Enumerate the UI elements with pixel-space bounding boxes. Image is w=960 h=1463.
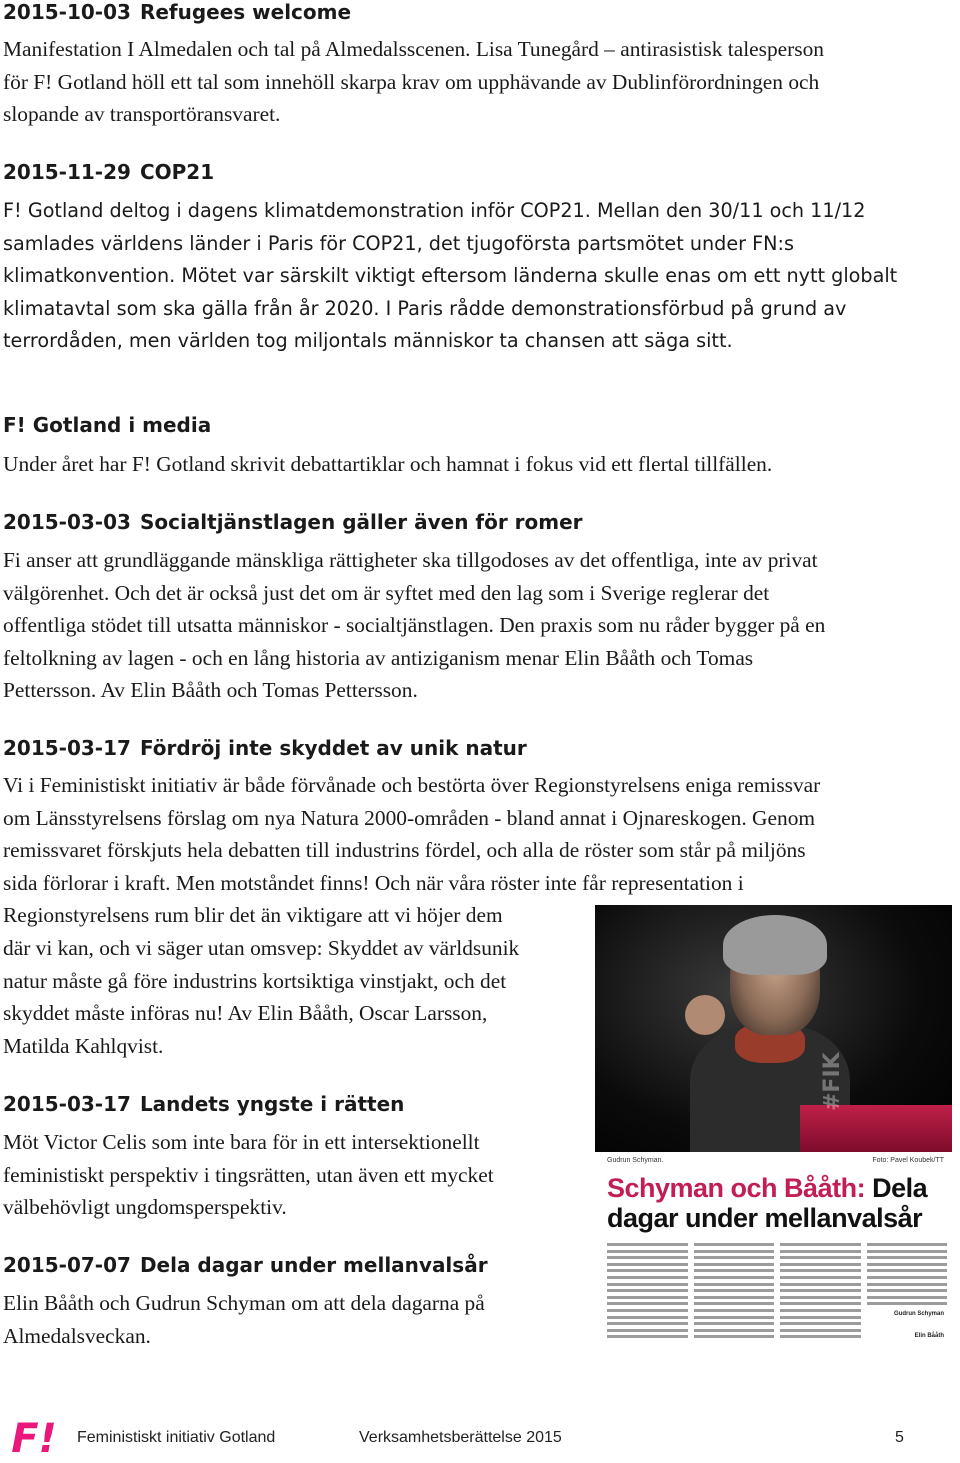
section-heading-cop21 — [3, 160, 214, 184]
text-line: Under året har F! Gotland skrivit debattartiklar och hamnat i fokus vid ett flertal tillfällen. — [3, 452, 773, 476]
text-line: offentliga stödet till utsatta människor - socialtjänstlagen. Den praxis som nu råder bygger på en — [3, 613, 826, 638]
photo-figure-hair — [723, 915, 827, 975]
text-line: för F! Gotland höll ett tal som innehöll skarpa krav om upphävande av Dublinförordningen och — [3, 69, 820, 94]
section-heading-refugees — [3, 0, 351, 24]
headline-rest: Dela — [865, 1173, 928, 1203]
text-line: remissvaret förskjuts hela debatten till industrins fördel, och alla de röster som står på miljöns — [3, 838, 806, 863]
headline-red: Schyman och Bååth: — [607, 1173, 866, 1203]
text-line: slopande av transportöransvaret. — [3, 102, 281, 127]
text-line: feministiskt perspektiv i tingsrätten, utan även ett mycket — [3, 1162, 494, 1187]
text-line: om Länsstyrelsens förslag om nya Natura 2000-områden - bland annat i Ojnareskogen. Genom — [3, 805, 816, 830]
heading-date: 2015-11-29 — [3, 160, 131, 184]
heading-date: 2015-07-07 — [3, 1253, 131, 1277]
text-line: Manifestation I Almedalen och tal på Almedalsscenen. Lisa Tunegård – antirasistisk talesperson — [3, 37, 824, 61]
text-line: skyddet måste införas nu! Av Elin Bååth, Oscar Larsson, — [3, 1001, 488, 1026]
section-heading-media — [3, 413, 211, 437]
text-line: Vi i Feministiskt initiativ är både förvånade och bestörta över Regionstyrelsens eniga remissvar — [3, 773, 821, 797]
heading-date: 2015-03-17 — [3, 1092, 131, 1116]
footer-page-number: 5 — [895, 1429, 904, 1446]
paragraph-dela — [3, 1287, 485, 1352]
heading-title: Socialtjänstlagen gäller även för romer — [139, 510, 583, 534]
newspaper-clipping-image — [595, 905, 952, 1352]
clipping-signature: Elin Bååth — [914, 1333, 944, 1339]
text-line: F! Gotland deltog i dagens klimatdemonstration inför COP21. Mellan den 30/11 och 11/12 — [3, 199, 866, 222]
text-line: där vi kan, och vi säger utan omsvep: Skyddet av världsunik — [3, 935, 520, 960]
speaker-photo — [595, 905, 952, 1152]
section-heading-yngste — [3, 1092, 404, 1116]
text-line: Pettersson. Av Elin Bååth och Tomas Pettersson. — [3, 678, 418, 703]
text-line: klimatavtal som ska gälla från år 2020. I Paris rådde demonstrationsförbud på grund av — [3, 296, 847, 320]
text-line: Matilda Kahlqvist. — [3, 1033, 164, 1058]
text-line: välbehövligt ungdomsperspektiv. — [3, 1195, 287, 1220]
paragraph-yngste — [3, 1126, 494, 1224]
text-line: terrordåden, men världen tog miljontals människor ta chansen att säga sitt. — [3, 329, 733, 353]
paragraph-cop21 — [3, 195, 897, 358]
text-line: natur måste gå före industrins kortsiktiga vinstjakt, och det — [3, 968, 507, 993]
section-heading-natur — [3, 736, 527, 760]
text-line: Almedalsveckan. — [3, 1323, 151, 1348]
clipping-column — [780, 1243, 861, 1348]
heading-title: Refugees welcome — [139, 0, 352, 24]
headline-line2: dagar under mellanvalsår — [607, 1203, 923, 1233]
heading-title: Dela dagar under mellanvalsår — [139, 1253, 488, 1277]
podium-text: #FIK — [820, 1052, 845, 1111]
logo-text: F! — [11, 1416, 57, 1458]
clipping-signature: Gudrun Schyman — [893, 1311, 944, 1317]
text-line: Elin Bååth och Gudrun Schyman om att dela dagarna på — [3, 1291, 485, 1315]
fi-logo-icon — [8, 1416, 60, 1458]
heading-title: F! Gotland i media — [3, 413, 212, 437]
photo-credit: Foto: Pavel Koubek/TT — [872, 1157, 944, 1164]
section-heading-dela — [3, 1253, 488, 1277]
paragraph-refugees — [3, 33, 824, 131]
heading-date: 2015-10-03 — [3, 0, 131, 24]
paragraph-media — [3, 448, 772, 481]
text-line: feltolkning av lagen - och en lång historia av antiziganism menar Elin Bååth och Tomas — [3, 645, 754, 670]
heading-title: COP21 — [139, 160, 215, 184]
photo-caption: Gudrun Schyman. — [607, 1157, 664, 1164]
text-line: sida förlorar i kraft. Men motståndet finns! Och när våra röster inte får representation i — [3, 870, 744, 895]
clipping-headline — [607, 1173, 927, 1233]
text-line: Möt Victor Celis som inte bara för in ett intersektionellt — [3, 1130, 480, 1154]
footer-org: Feministiskt initiativ Gotland — [77, 1429, 276, 1446]
footer-doc-title: Verksamhetsberättelse 2015 — [359, 1429, 562, 1446]
text-line: Fi anser att grundläggande mänskliga rättigheter ska tillgodoses av det offentliga, inte av privat — [3, 548, 818, 572]
photo-figure-hand — [685, 995, 725, 1035]
clipping-column — [694, 1243, 775, 1348]
paragraph-socialtjanst — [3, 544, 825, 707]
text-line: klimatkonvention. Mötet var särskilt viktigt eftersom länderna skulle enas om ett nytt globalt — [3, 264, 898, 288]
section-heading-socialtjanst — [3, 510, 583, 534]
text-line: samlades världens länder i Paris för COP21, det tjugoförsta partsmötet under FN:s — [3, 231, 794, 255]
heading-title: Fördröj inte skyddet av unik natur — [139, 736, 527, 760]
clipping-body-columns — [607, 1243, 947, 1348]
heading-date: 2015-03-03 — [3, 510, 131, 534]
photo-podium — [800, 1105, 952, 1152]
heading-title: Landets yngste i rätten — [139, 1092, 405, 1116]
page-footer — [0, 1410, 960, 1463]
text-line: Regionstyrelsens rum blir det än viktigare att vi höjer dem — [3, 903, 503, 928]
text-line: välgörenhet. Och det är också just det om är syftet med den lag som i Sverige reglerar det — [3, 580, 770, 605]
clipping-column — [607, 1243, 688, 1348]
heading-date: 2015-03-17 — [3, 736, 131, 760]
